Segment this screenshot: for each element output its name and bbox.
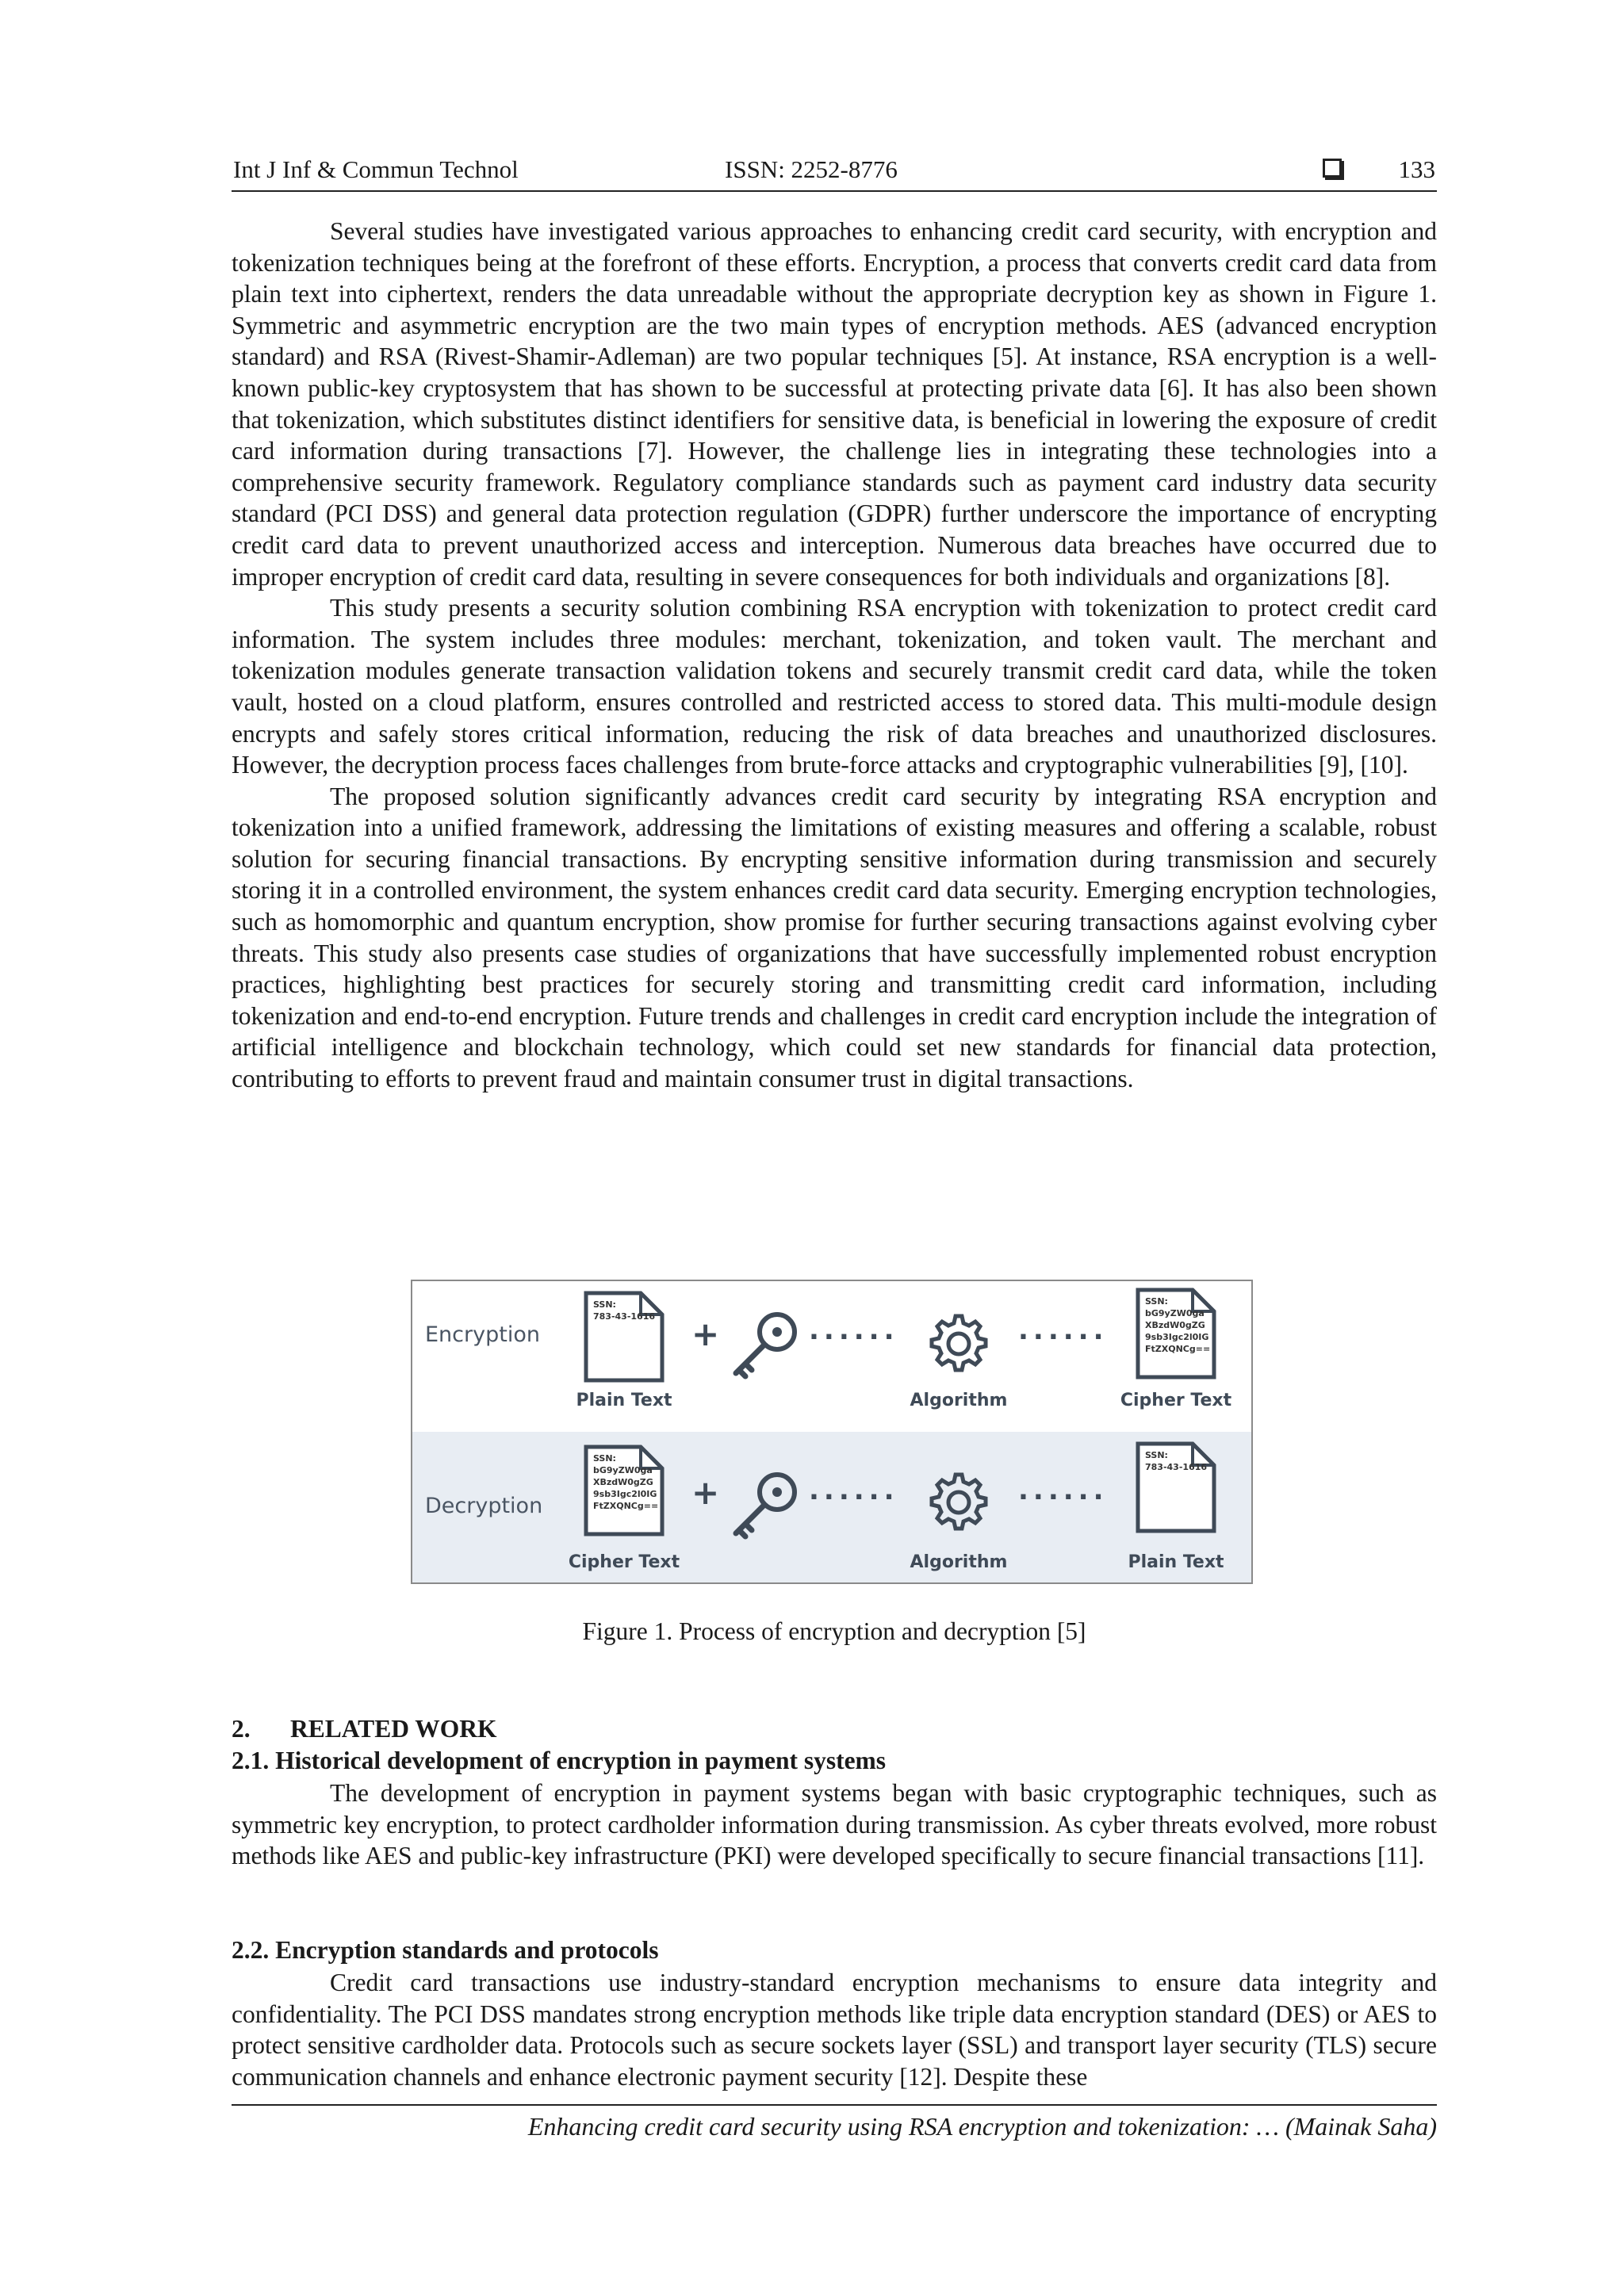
cipher-text-caption: Cipher Text (1120, 1391, 1232, 1410)
doc-ssn-label: SSN: (1145, 1296, 1168, 1307)
decryption-label: Decryption (425, 1494, 543, 1518)
gear-icon (928, 1313, 990, 1378)
section-heading (232, 1715, 497, 1743)
paragraph-2: This study presents a security solution combining RSA encryption with tokenization to protect credit card information. The system includes three modules: merchant, tokenization, and token vault. The merchant and tokenization modules generate transaction validation tokens and securely transmit credit card data, while the token vault, hosted on a cloud platform, ensures controlled and restricted access to stored data. This multi-module design encrypts and safely stores critical information, reducing the risk of data breaches and unauthorized disclosures. However, the decryption process faces challenges from brute-force attacks and cryptographic vulnerabilities [9], [10]. (232, 594, 1437, 779)
doc-ssn-label: SSN: (1145, 1450, 1168, 1460)
subsection-heading-2-1: 2.1. Historical development of encryption in payment systems (232, 1747, 887, 1774)
decryption-row (412, 1432, 1251, 1582)
plain-ssn-value: 783-43-1616 (593, 1311, 656, 1322)
key-icon (728, 1308, 804, 1383)
algorithm-caption: Algorithm (910, 1552, 1008, 1572)
gear-icon (928, 1471, 990, 1536)
encryption-row (412, 1281, 1251, 1432)
footer-rule (232, 2104, 1437, 2106)
cipher-line: XBzdW0gZG (1145, 1320, 1205, 1330)
plain-ssn-value: 783-43-1616 (1145, 1462, 1208, 1472)
subsection-2-1-text (232, 1777, 1437, 1872)
paragraph-3: The proposed solution significantly advances credit card security by integrating RSA encryption and tokenization into a unified framework, addressing the limitations of existing measures and offering a scalable, robust solution for securing financial transactions. By encrypting sensitive information during transmission and securely storing it in a controlled environment, the system enhances credit card data security. Emerging encryption technologies, such as homomorphic and quantum encryption, show promise for further securing transactions against evolving cyber threats. This study also presents case studies of organizations that have successfully implemented robust encryption practices, highlighting best practices for securely storing and transmitting credit card information, including tokenization and end-to-end encryption. Future trends and challenges in credit card encryption include the integration of artificial intelligence and blockchain technology, which could set new standards for financial data protection, contributing to efforts to prevent fraud and maintain consumer trust in digital transactions. (232, 782, 1437, 1093)
cipher-line: FtZXQNCg== (1145, 1344, 1211, 1354)
cipher-text-caption: Cipher Text (568, 1552, 680, 1572)
figure-caption: Figure 1. Process of encryption and decryption [5] (582, 1617, 1086, 1645)
cipher-line: 9sb3Igc2l0IG (593, 1489, 657, 1499)
checkbox-square-icon (1323, 159, 1342, 178)
paragraph: The development of encryption in payment systems began with basic cryptographic techniques, such as symmetric key encryption, to protect cardholder information during transmission. As cyber threats evolved, more robust methods like AES and public-key infrastructure (PKI) were developed specifically to secure financial transactions [11]. (232, 1779, 1437, 1870)
connector-dots: ...... (1018, 1475, 1109, 1506)
cipher-text-doc-icon (1136, 1288, 1216, 1380)
subsection-heading-2-2: 2.2. Encryption standards and protocols (232, 1936, 659, 1964)
connector-dots: ...... (809, 1314, 899, 1346)
doc-ssn-label: SSN: (593, 1299, 616, 1310)
section-number: 2. (232, 1715, 251, 1743)
algorithm-caption: Algorithm (910, 1391, 1008, 1410)
cipher-line: bG9yZW0ga (593, 1465, 653, 1475)
cipher-line: XBzdW0gZG (593, 1477, 653, 1487)
intro-text (232, 216, 1437, 1095)
cipher-text-doc-icon (584, 1445, 665, 1536)
connector-dots: ...... (809, 1475, 899, 1506)
paragraph: Credit card transactions use industry-standard encryption mechanisms to ensure data integrity and confidentiality. The PCI DSS mandates strong encryption methods like triple data encryption standard (DES) or AES to protect sensitive cardholder data. Protocols such as secure sockets layer (SSL) and transport layer security (TLS) secure communication channels and enhance electronic payment security [12]. Despite these (232, 1969, 1437, 2091)
plain-text-caption: Plain Text (1128, 1552, 1224, 1572)
section-title: RELATED WORK (290, 1715, 497, 1743)
encryption-label: Encryption (425, 1322, 540, 1347)
connector-dots: ...... (1018, 1314, 1109, 1346)
running-footer: Enhancing credit card security using RSA encryption and tokenization: … (Mainak Saha) (527, 2112, 1437, 2141)
plus-icon: + (691, 1314, 720, 1353)
journal-name: Int J Inf & Commun Technol (233, 155, 519, 183)
figure-1 (411, 1280, 1253, 1584)
plain-text-doc-icon (584, 1291, 665, 1383)
subsection-2-2-text (232, 1967, 1437, 2092)
page-number: 133 (1398, 155, 1435, 183)
cipher-line: FtZXQNCg== (593, 1501, 659, 1511)
cipher-line: 9sb3Igc2l0IG (1145, 1332, 1209, 1342)
plain-text-doc-icon (1136, 1441, 1216, 1533)
plus-icon: + (691, 1473, 720, 1512)
doc-ssn-label: SSN: (593, 1453, 616, 1464)
paragraph-1: Several studies have investigated various approaches to enhancing credit card security, with encryption and tokenization techniques being at the forefront of these efforts. Encryption, a process that converts credit card data from plain text into ciphertext, renders the data unreadable without the appropriate decryption key as shown in Figure 1. Symmetric and asymmetric encryption are the two main types of encryption methods. AES (advanced encryption standard) and RSA (Rivest-Shamir-Adleman) are two popular techniques [5]. At instance, RSA encryption is a well-known public-key cryptosystem that has shown to be successful at protecting private data [6]. It has also been shown that tokenization, which substitutes distinct identifiers for sensitive data, is beneficial in lowering the exposure of credit card information during transactions [7]. However, the challenge lies in integrating these technologies into a comprehensive security framework. Regulatory compliance standards such as payment card industry data security standard (PCI DSS) and general data protection regulation (GDPR) further underscore the importance of encrypting credit card data to prevent unauthorized access and interception. Numerous data breaches have occurred due to improper encryption of credit card data, resulting in severe consequences for both individuals and organizations [8]. (232, 217, 1437, 591)
running-header (232, 155, 1437, 192)
key-icon (728, 1468, 804, 1543)
cipher-line: bG9yZW0ga (1145, 1308, 1205, 1318)
plain-text-caption: Plain Text (576, 1391, 672, 1410)
issn: ISSN: 2252-8776 (725, 155, 898, 183)
